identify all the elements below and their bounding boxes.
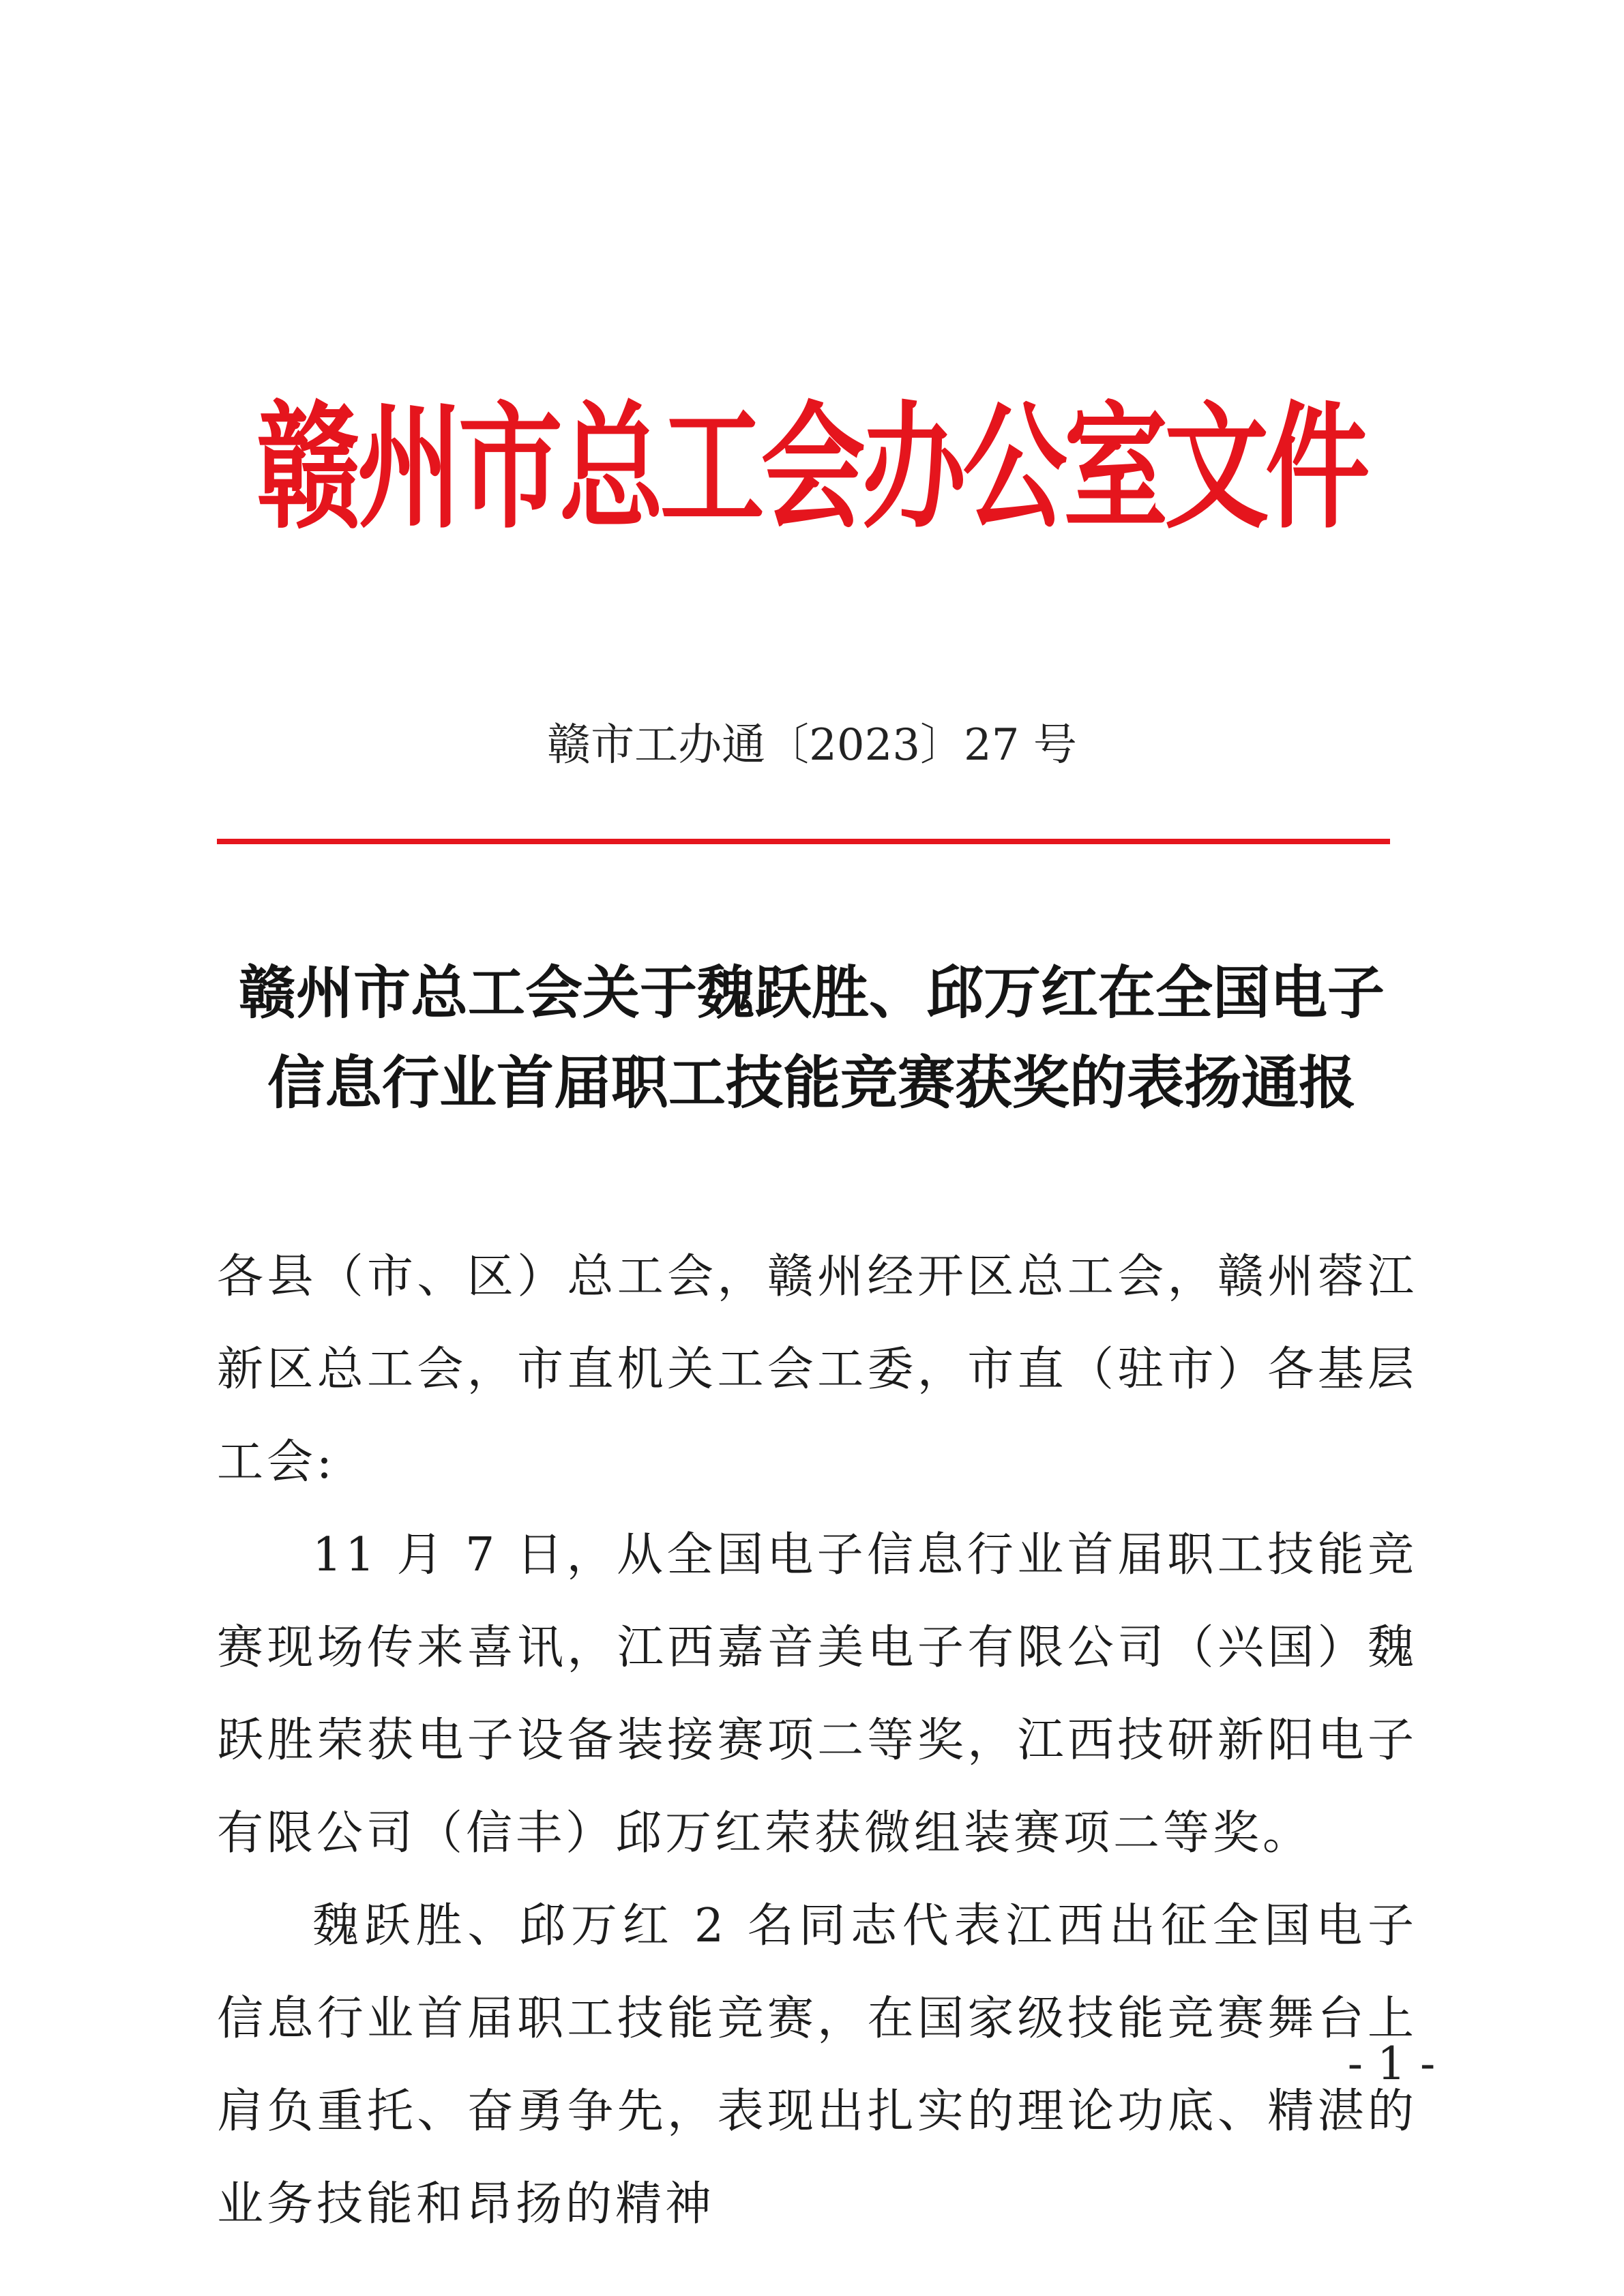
salutation: 各县（市、区）总工会，赣州经开区总工会，赣州蓉江新区总工会，市直机关工会工委，市直（驻市）各基层工会: [217,1250,1417,1489]
document-masthead: 赣州市总工会办公室文件 [256,387,1367,548]
body-paragraph-2: 魏跃胜、邱万红 2 名同志代表江西出征全国电子信息行业首届职工技能竞赛，在国家级技能竞赛舞台上肩负重托、奋勇争先，表现出扎实的理论功底、精湛的业务技能和昂扬的精神 [217,1899,1417,2231]
document-title-line-2: 信息行业首届职工技能竞赛获奖的表扬通报 [267,1049,1356,1116]
document-title [177,948,1446,1128]
page-number: - 1 - [1347,2038,1436,2090]
document-title-line-1: 赣州市总工会关于魏跃胜、邱万红在全国电子 [238,959,1385,1026]
body-paragraph-1: 11 月 7 日，从全国电子信息行业首届职工技能竞赛现场传来喜讯，江西嘉音美电子有限公司（兴国）魏跃胜荣获电子设备装接赛项二等奖，江西技研新阳电子有限公司（信丰）邱万红荣获微组装赛项二等奖。 [217,1528,1417,1860]
document-body [217,1231,1417,2251]
red-separator-line [217,839,1390,844]
document-number: 赣市工办通〔2023〕27 号 [547,720,1077,771]
